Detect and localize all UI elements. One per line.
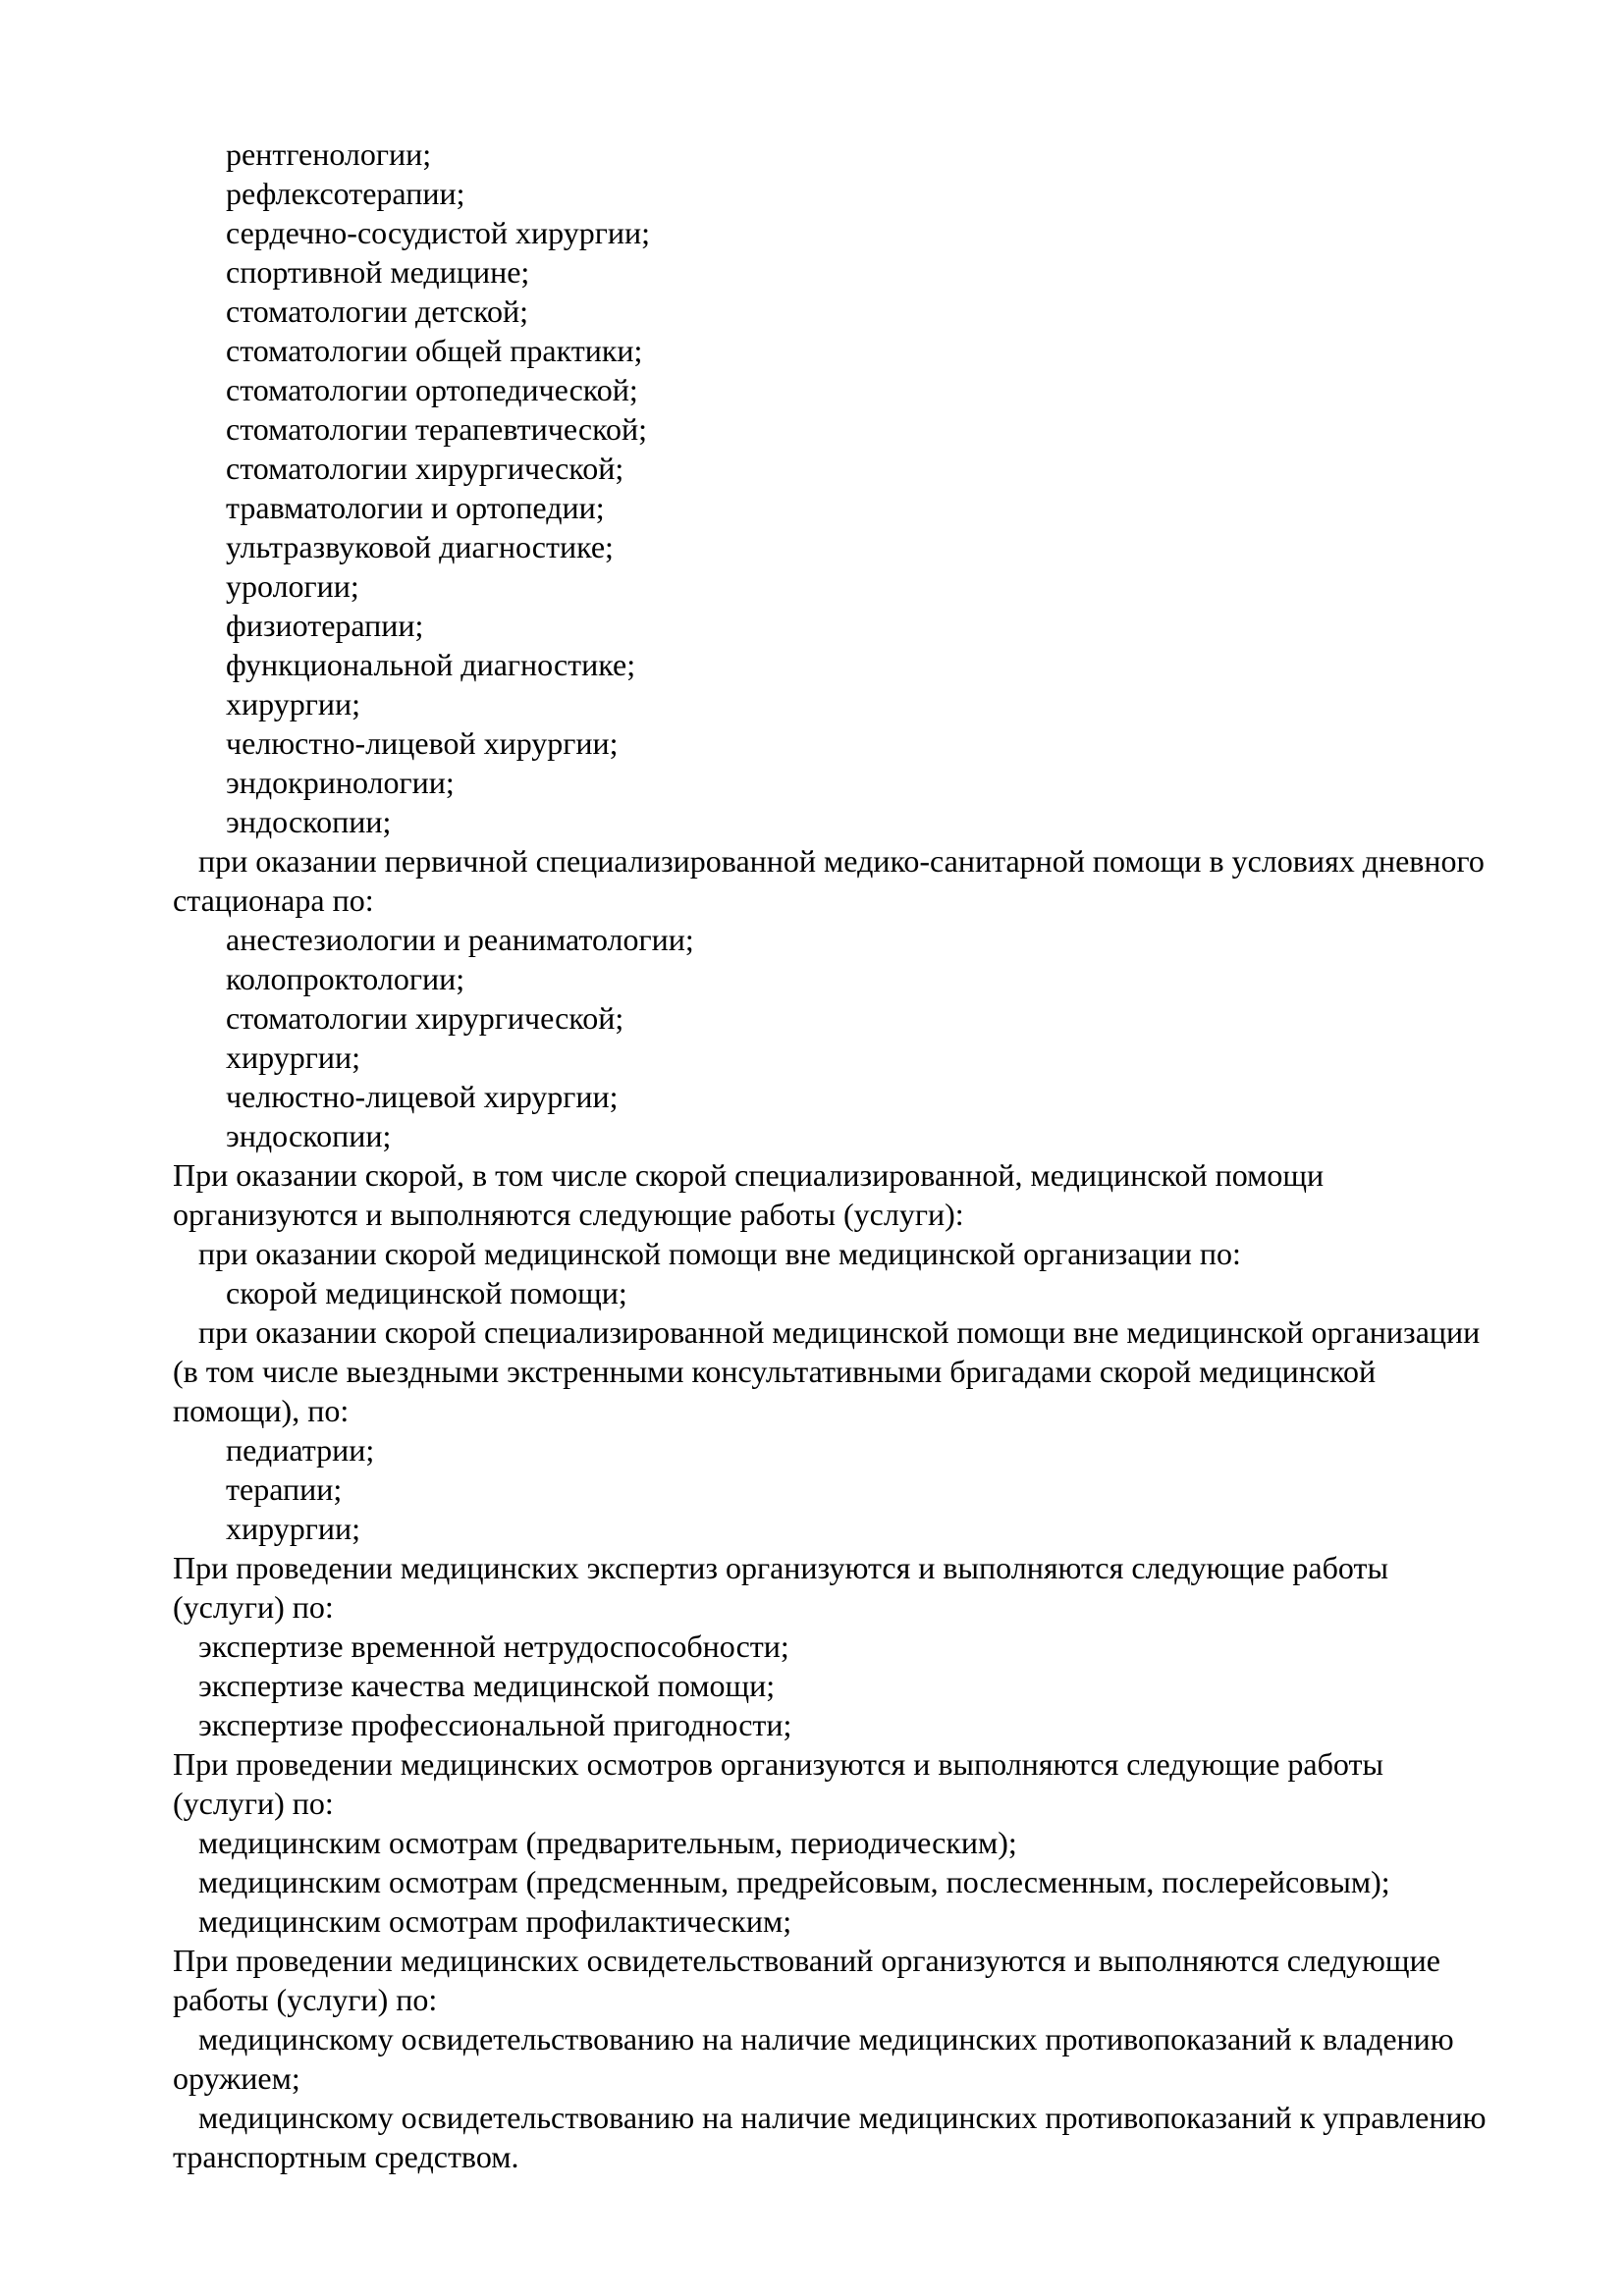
text-line: колопроктологии;: [226, 961, 465, 996]
text-line: стационара по:: [173, 882, 374, 918]
text-line: функциональной диагностике;: [226, 647, 636, 682]
text-line: при оказании скорой медицинской помощи вне медицинской организации по:: [198, 1236, 1241, 1271]
text-line: При проведении медицинских экспертиз организуются и выполняются следующие работы: [173, 1550, 1388, 1585]
text-line: стоматологии общей практики;: [226, 333, 643, 368]
text-line: организуются и выполняются следующие работы (услуги):: [173, 1197, 964, 1232]
text-line: хирургии;: [226, 686, 360, 721]
text-line: терапии;: [226, 1471, 343, 1507]
text-line: спортивной медицине;: [226, 254, 530, 290]
text-line: стоматологии хирургической;: [226, 451, 624, 486]
text-line: скорой медицинской помощи;: [226, 1275, 627, 1310]
text-line: (в том числе выездными экстренными консультативными бригадами скорой медицинской: [173, 1354, 1377, 1389]
license-works-text-block: [173, 134, 1564, 2176]
text-line: При проведении медицинских осмотров организуются и выполняются следующие работы: [173, 1746, 1383, 1782]
text-line: медицинским осмотрам профилактическим;: [198, 1903, 792, 1939]
text-line: При оказании скорой, в том числе скорой специализированной, медицинской помощи: [173, 1157, 1325, 1193]
text-line: работы (услуги) по:: [173, 1982, 438, 2017]
text-line: стоматологии хирургической;: [226, 1000, 624, 1036]
text-line: эндокринологии;: [226, 765, 455, 800]
text-line: хирургии;: [226, 1511, 360, 1546]
text-line: педиатрии;: [226, 1432, 375, 1468]
text-line: травматологии и ортопедии;: [226, 490, 605, 525]
text-line: стоматологии ортопедической;: [226, 372, 638, 407]
text-line: хирургии;: [226, 1040, 360, 1075]
text-line: экспертизе качества медицинской помощи;: [198, 1668, 776, 1703]
text-line: медицинским осмотрам (предсменным, предрейсовым, послесменным, послерейсовым);: [198, 1864, 1390, 1899]
text-line: помощи), по:: [173, 1393, 350, 1428]
text-line: при оказании скорой специализированной медицинской помощи вне медицинской организации: [198, 1314, 1481, 1350]
text-line: при оказании первичной специализированной медико-санитарной помощи в условиях дневного: [198, 843, 1485, 879]
text-line: медицинским осмотрам (предварительным, периодическим);: [198, 1825, 1017, 1860]
text-line: челюстно-лицевой хирургии;: [226, 1079, 619, 1114]
text-line: анестезиологии и реаниматологии;: [226, 922, 694, 957]
text-line: ультразвуковой диагностике;: [226, 529, 614, 564]
text-line: эндоскопии;: [226, 804, 392, 839]
text-line: экспертизе профессиональной пригодности;: [198, 1707, 792, 1742]
text-line: эндоскопии;: [226, 1118, 392, 1153]
text-line: (услуги) по:: [173, 1786, 334, 1821]
text-line: медицинскому освидетельствованию на наличие медицинских противопоказаний к владению: [198, 2021, 1454, 2056]
text-line: сердечно-сосудистой хирургии;: [226, 215, 650, 250]
text-line: (услуги) по:: [173, 1589, 334, 1625]
text-line: рефлексотерапии;: [226, 176, 465, 211]
text-line: урологии;: [226, 568, 359, 604]
text-line: челюстно-лицевой хирургии;: [226, 725, 619, 761]
text-line: оружием;: [173, 2060, 300, 2096]
text-line: стоматологии терапевтической;: [226, 411, 647, 447]
text-line: транспортным средством.: [173, 2139, 519, 2174]
text-line: медицинскому освидетельствованию на наличие медицинских противопоказаний к управлению: [198, 2100, 1487, 2135]
text-line: экспертизе временной нетрудоспособности;: [198, 1629, 789, 1664]
text-line: стоматологии детской;: [226, 294, 529, 329]
text-line: рентгенологии;: [226, 136, 432, 172]
text-line: физиотерапии;: [226, 608, 424, 643]
text-line: При проведении медицинских освидетельствований организуются и выполняются следующие: [173, 1943, 1440, 1978]
